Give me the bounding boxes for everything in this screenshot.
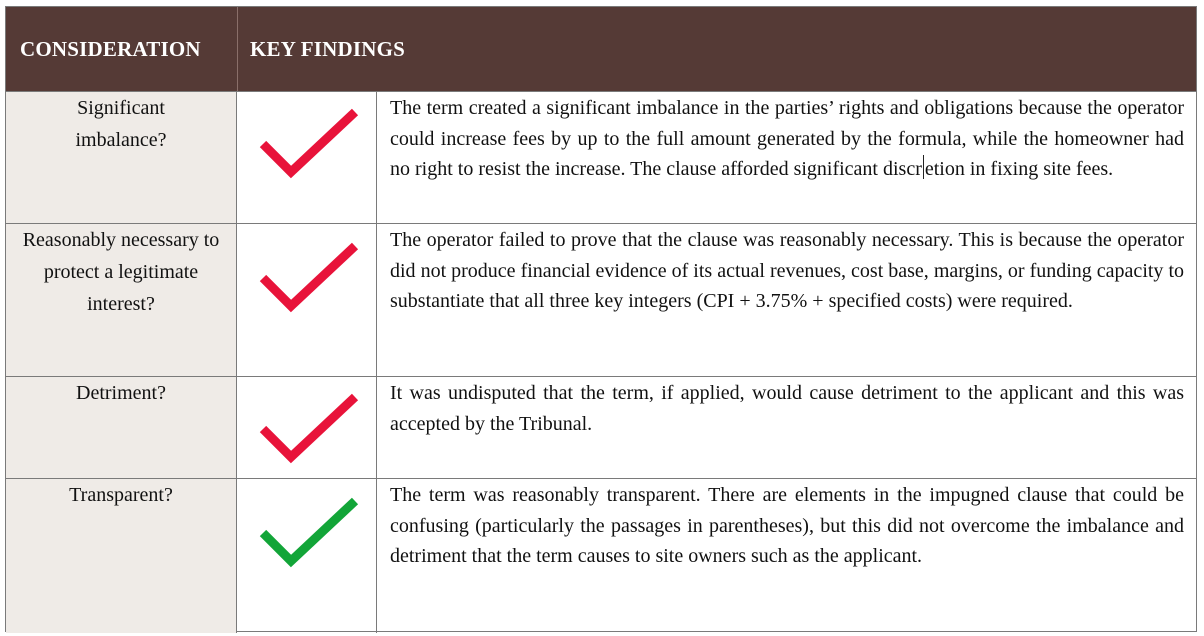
header-consideration: CONSIDERATION <box>20 37 201 61</box>
consideration-cell <box>6 92 237 223</box>
consideration-label: Reasonably necessary to protect a legitimate interest? <box>22 229 220 315</box>
finding-text: The operator failed to prove that the clause was reasonably necessary. This is because the operator did not produce financial evidence of its actual revenues, cost base, margins, or funding capacity to substantiate that all three key integers (CPI + 3.75% + specified costs) were required. <box>390 229 1184 312</box>
table-row <box>6 223 1196 376</box>
consideration-cell <box>6 479 237 633</box>
red-check-icon <box>259 393 359 465</box>
finding-text-part2: etion in fixing site fees. <box>924 158 1114 180</box>
finding-text: The term was reasonably transparent. There are elements in the impugned clause that could be confusing (particularly the passages in parentheses), but this did not overcome the imbalance and detriment that the term causes to site owners such as the applicant. <box>390 484 1184 567</box>
consideration-cell <box>6 224 237 376</box>
table-row <box>6 478 1196 633</box>
consideration-label: Transparent? <box>69 484 173 506</box>
red-check-icon <box>259 108 359 180</box>
result-cell <box>237 224 377 376</box>
consideration-label: Detriment? <box>76 382 166 404</box>
consideration-cell <box>6 377 237 478</box>
result-cell <box>237 479 377 633</box>
result-cell <box>237 92 377 223</box>
table-header <box>6 7 1196 91</box>
result-cell <box>237 377 377 478</box>
table-row <box>6 91 1196 223</box>
finding-text <box>390 93 1184 185</box>
header-divider <box>237 7 238 91</box>
header-key-findings: KEY FINDINGS <box>250 37 406 61</box>
red-check-icon <box>259 242 359 314</box>
consideration-label: Significant imbalance? <box>75 97 167 151</box>
text-cursor <box>923 155 924 179</box>
finding-text: It was undisputed that the term, if applied, would cause detriment to the applicant and this was accepted by the Tribunal. <box>390 382 1184 435</box>
green-check-icon <box>259 497 359 569</box>
findings-table <box>5 6 1197 632</box>
finding-text-part1: The term created a significant imbalance in the parties’ rights and obligations because the operator could increase fees by up to the full amount generated by the formula, while the homeowner had no right to resist the increase. The clause afforded significant discr <box>390 97 1184 180</box>
table-row <box>6 376 1196 478</box>
